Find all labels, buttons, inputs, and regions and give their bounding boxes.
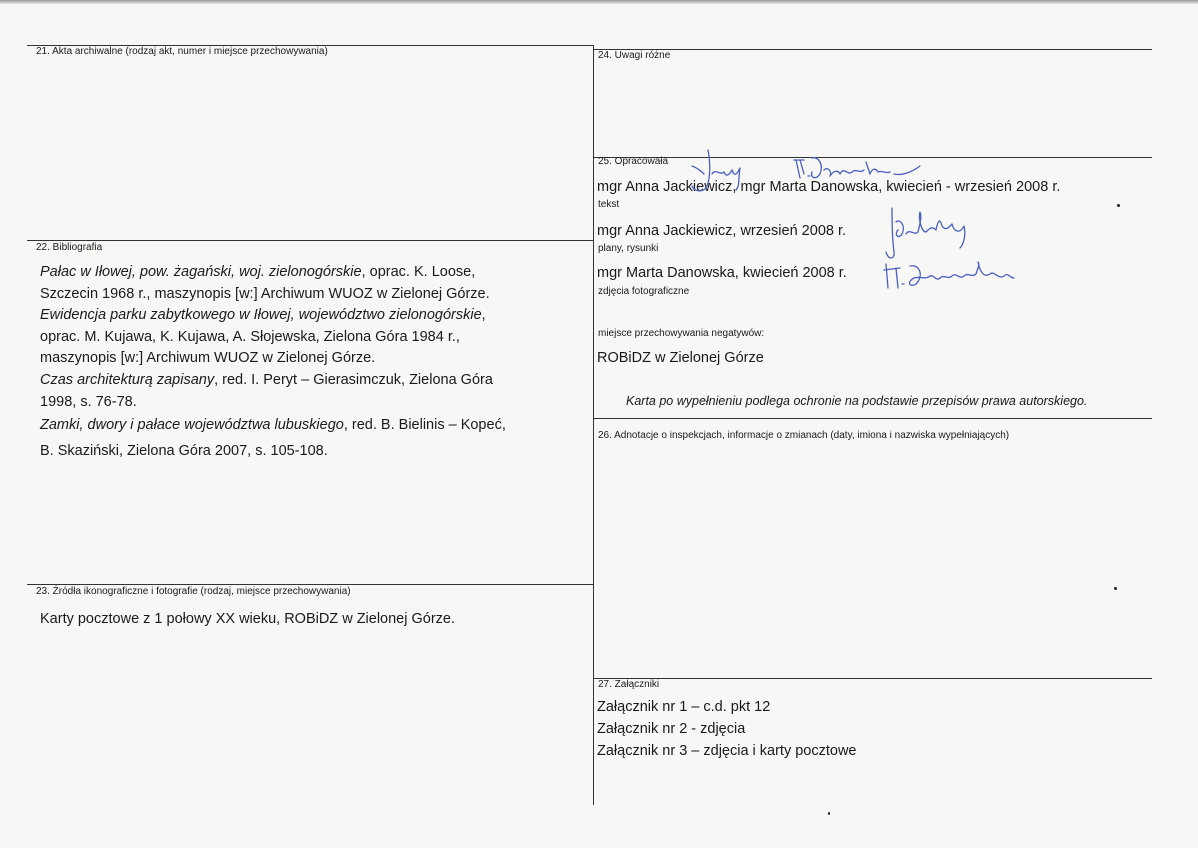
section-22-label: 22. Bibliografia — [36, 242, 103, 253]
attachment-item: Załącznik nr 1 – c.d. pkt 12 — [597, 699, 771, 715]
biblio-line: B. Skaziński, Zielona Góra 2007, s. 105-108. — [40, 442, 328, 459]
bibliography-list — [40, 262, 506, 462]
section-25-label: 25. Opracowała — [598, 156, 669, 167]
section-21-label: 21. Akta archiwalne (rodzaj akt, numer i miejsce przechowywania) — [36, 46, 328, 57]
biblio-line: Ewidencja parku zabytkowego w Iłowej, województwo zielonogórskie, — [40, 307, 486, 324]
rule-27-top — [594, 678, 1152, 679]
scan-speck — [1117, 204, 1120, 207]
tekst-label: tekst — [598, 199, 620, 210]
signature-jackiewicz-top — [680, 146, 750, 196]
signature-danowska-top — [790, 152, 940, 187]
negatives-location-label: miejsce przechowywania negatywów: — [598, 328, 765, 339]
signature-danowska — [880, 258, 1020, 298]
signature-jackiewicz — [880, 204, 980, 264]
rule-26-top — [594, 418, 1152, 419]
biblio-line: oprac. M. Kujawa, K. Kujawa, A. Słojewska, Zielona Góra 1984 r., — [40, 328, 460, 345]
attachment-item: Załącznik nr 3 – zdjęcia i karty pocztowe — [597, 743, 857, 759]
section-23-label: 23. Źródła ikonograficzne i fotografie (rodzaj, miejsce przechowywania) — [36, 586, 351, 597]
rule-23-top — [27, 584, 594, 585]
biblio-line: Szczecin 1968 r., maszynopis [w:] Archiwum WUOZ w Zielonej Górze. — [40, 285, 490, 302]
authors-line: mgr Anna Jackiewicz, mgr Marta Danowska, kwiecień - wrzesień 2008 r. — [597, 179, 1061, 195]
scan-top-edge — [0, 0, 1198, 4]
zdjecia-label: zdjęcia fotograficzne — [598, 286, 690, 297]
section-23-text: Karty pocztowe z 1 połowy XX wieku, ROBiDZ w Zielonej Górze. — [40, 611, 456, 627]
rule-24-top — [594, 49, 1152, 50]
attachment-item: Załącznik nr 2 - zdjęcia — [597, 721, 746, 737]
copyright-note: Karta po wypełnieniu podlega ochronie na podstawie przepisów prawa autorskiego. — [626, 394, 1088, 408]
section-26-label: 26. Adnotacje o inspekcjach, informacje o zmianach (daty, imiona i nazwiska wypełniających) — [598, 430, 1010, 441]
scan-speck — [1114, 587, 1117, 590]
column-divider — [593, 45, 594, 805]
tekst-author: mgr Anna Jackiewicz, wrzesień 2008 r. — [597, 223, 847, 239]
biblio-line: Zamki, dwory i pałace województwa lubuskiego, red. B. Bielinis – Kopeć, — [40, 417, 506, 434]
rule-22-top — [27, 240, 594, 241]
negatives-location: ROBiDZ w Zielonej Górze — [597, 350, 764, 366]
biblio-line: Pałac w Iłowej, pow. żagański, woj. zielonogórskie, oprac. K. Loose, — [40, 264, 476, 280]
section-27-label: 27. Załączniki — [598, 679, 660, 690]
plany-author: mgr Marta Danowska, kwiecień 2008 r. — [597, 265, 847, 281]
biblio-line: maszynopis [w:] Archiwum WUOZ w Zielonej Górze. — [40, 350, 376, 367]
biblio-line: 1998, s. 76-78. — [40, 393, 137, 410]
section-24-label: 24. Uwagi różne — [598, 50, 671, 61]
plany-label: plany, rysunki — [598, 243, 659, 254]
biblio-line: Czas architekturą zapisany, red. I. Peryt – Gierasimczuk, Zielona Góra — [40, 371, 493, 388]
scan-speck — [828, 812, 830, 815]
